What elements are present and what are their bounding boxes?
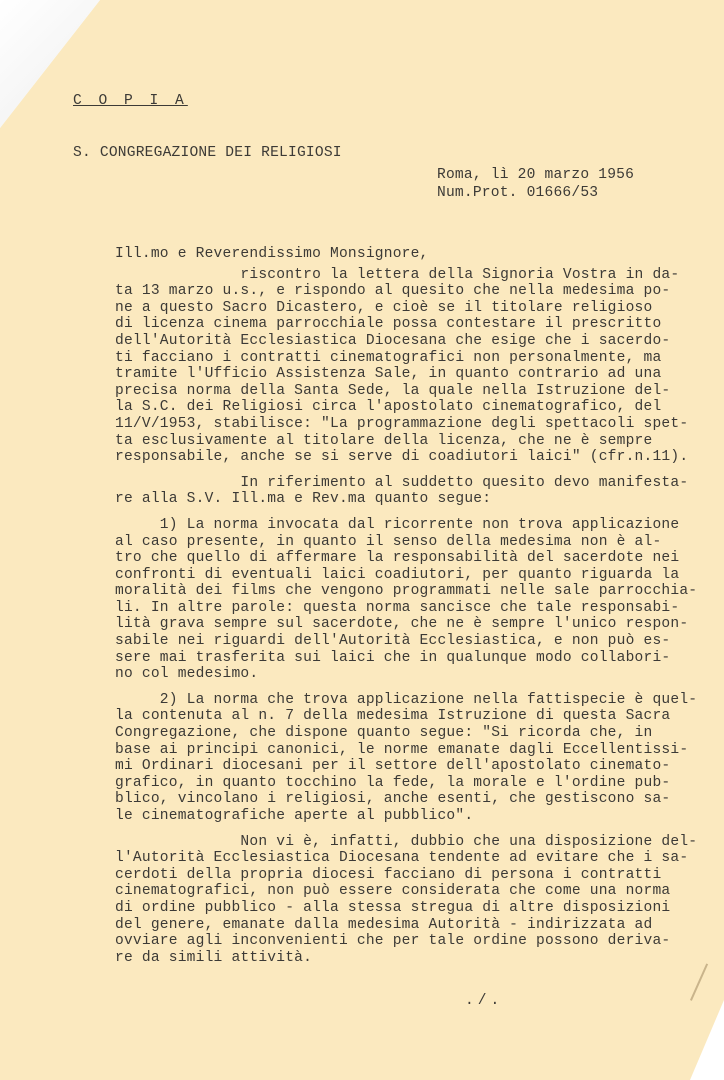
- text-line: 2) La norma che trova applicazione nella fattispecie è quel-: [115, 691, 698, 708]
- text-line: ta esclusivamente al titolare della licenza, che ne è sempre: [115, 432, 653, 449]
- text-line: In riferimento al suddetto quesito devo manifesta-: [115, 474, 689, 491]
- text-line: ne a questo Sacro Dicastero, e cioè se il titolare religioso: [115, 299, 653, 316]
- copy-label: C O P I A: [73, 93, 188, 109]
- text-line: tramite l'Ufficio Assistenza Sale, in quanto contrario ad una: [115, 366, 662, 383]
- text-line: le cinematografiche aperte al pubblico".: [115, 808, 474, 824]
- text-line: grafico, in quanto tocchino la fede, la morale e l'ordine pub-: [115, 774, 671, 791]
- text-line: del genere, emanate dalla medesima Autorità - indirizzata ad: [115, 916, 653, 933]
- text-line: blico, vincolano i religiosi, anche esenti, che gestiscono sa-: [115, 791, 671, 808]
- text-line: confronti di eventuali laici coadiutori, per quanto riguarda la: [115, 566, 680, 583]
- text-line: re alla S.V. Ill.ma e Rev.ma quanto segue:: [115, 491, 492, 508]
- place-date: Roma, lì 20 marzo 1956: [437, 167, 635, 183]
- text-line: base ai principi canonici, le norme emanate dagli Eccellentissi-: [115, 741, 689, 758]
- paragraph-conclusion: [115, 833, 698, 967]
- text-line: 11/V/1953, stabilisce: "La programmazione degli spettacoli spet-: [115, 415, 689, 432]
- text-line: la S.C. dei Religiosi circa l'apostolato cinematografico, del: [115, 399, 662, 416]
- salutation: [115, 246, 695, 263]
- text-line: al caso presente, in quanto il senso della medesima non è al-: [115, 533, 662, 550]
- text-line: no col medesimo.: [115, 666, 259, 683]
- text-line: di licenza cinema parrocchiale possa contestare il prescritto: [115, 316, 662, 333]
- paragraph-reference: [115, 475, 695, 508]
- text-line: di ordine pubblico - alla stessa stregua di altre disposizioni: [115, 899, 671, 916]
- protocol-number: Num.Prot. 01666/53: [437, 185, 599, 201]
- text-line: tro che quello di affermare la responsabilità del sacerdote nei: [115, 550, 680, 567]
- text-line: ta 13 marzo u.s., e rispondo al quesito che nella medesima po-: [115, 283, 671, 300]
- paragraph-point-2: [115, 691, 698, 825]
- text-line: sere mai trasferita sui laici che in qualunque modo collabori-: [115, 649, 671, 666]
- text-line: re da simili attività.: [115, 949, 313, 966]
- text-line: lità grava sempre sul sacerdote, che ne è sempre l'unico respon-: [115, 616, 689, 633]
- paragraph-point-1: [115, 516, 698, 683]
- text-line: ti facciano i contratti cinematografici non personalmente, ma: [115, 349, 662, 366]
- text-line: sabile nei riguardi dell'Autorità Ecclesiastica, e non può es-: [115, 633, 671, 650]
- letter-body: [115, 246, 698, 1010]
- paragraph-intro: [115, 267, 695, 466]
- text-line: l'Autorità Ecclesiastica Diocesana tendente ad evitare che i sa-: [115, 850, 689, 867]
- text-line: cerdoti della propria diocesi facciano di persona i contratti: [115, 866, 662, 883]
- text-line: responsabile, anche se si serve di coadiutori laici" (cfr.n.11).: [115, 449, 689, 466]
- letter-header: [73, 92, 693, 162]
- sender-heading: S. CONGREGAZIONE DEI RELIGIOSI: [73, 145, 342, 161]
- salutation-text: Ill.mo e Reverendissimo Monsignore,: [115, 246, 429, 262]
- text-line: dell'Autorità Ecclesiastica Diocesana che esige che i sacerdo-: [115, 332, 671, 349]
- text-line: la contenuta al n. 7 della medesima Istruzione di questa Sacra: [115, 708, 671, 725]
- text-line: li. In altre parole: questa norma sancisce che tale responsabi-: [115, 599, 680, 616]
- text-line: 1) La norma invocata dal ricorrente non trova applicazione: [115, 516, 680, 533]
- text-line: cinematografici, non può essere considerata che come una norma: [115, 883, 671, 900]
- text-line: Non vi è, infatti, dubbio che una disposizione del-: [115, 833, 698, 850]
- date-protocol-block: [437, 166, 634, 202]
- text-line: mi Ordinari diocesani per il settore dell'apostolato cinemato-: [115, 758, 671, 775]
- continuation-mark: ./.: [465, 993, 504, 1010]
- text-line: ovviare agli inconvenienti che per tale ordine possono deriva-: [115, 933, 671, 950]
- text-line: moralità dei films che vengono programmati nelle sale parrocchia-: [115, 583, 698, 600]
- text-line: riscontro la lettera della Signoria Vostra in da-: [115, 266, 680, 283]
- text-line: precisa norma della Santa Sede, la quale nella Istruzione del-: [115, 382, 671, 399]
- text-line: Congregazione, che dispone quanto segue: "Si ricorda che, in: [115, 725, 653, 742]
